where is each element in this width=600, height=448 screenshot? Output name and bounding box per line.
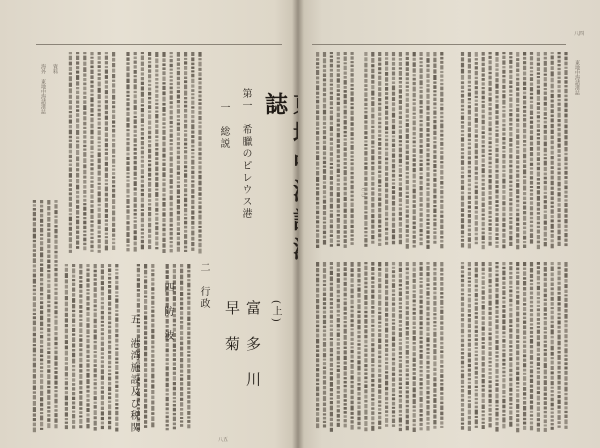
right-note-marker: (三): [360, 188, 366, 197]
left-running-head: 海外 東地中海諸港誌: [40, 64, 46, 114]
left-page-number: 八五: [218, 437, 229, 443]
article-author: 富 多 川 早 菊: [223, 300, 262, 395]
right-page-body-text: [298, 0, 600, 448]
section-heading-piraeus: 第一 希臘のピレウス港: [240, 88, 251, 220]
section-heading-harbor-facilities: 五 港湾施設及び税関: [128, 314, 139, 434]
section-heading-breakwater: 四 防 波: [162, 282, 173, 342]
section-heading-administration: 二 行政: [198, 262, 209, 310]
left-page: [0, 0, 298, 448]
left-running-head-label: 資料: [52, 64, 58, 74]
right-running-head: 東地中海諸港誌: [574, 60, 580, 95]
right-page: [298, 0, 600, 448]
right-page-number: 八四: [574, 31, 585, 37]
section-subheading-overview: 一 総説: [218, 102, 229, 150]
article-part: (上): [270, 300, 281, 324]
book-gutter: [292, 0, 304, 448]
article-title: 誌: [261, 92, 288, 121]
